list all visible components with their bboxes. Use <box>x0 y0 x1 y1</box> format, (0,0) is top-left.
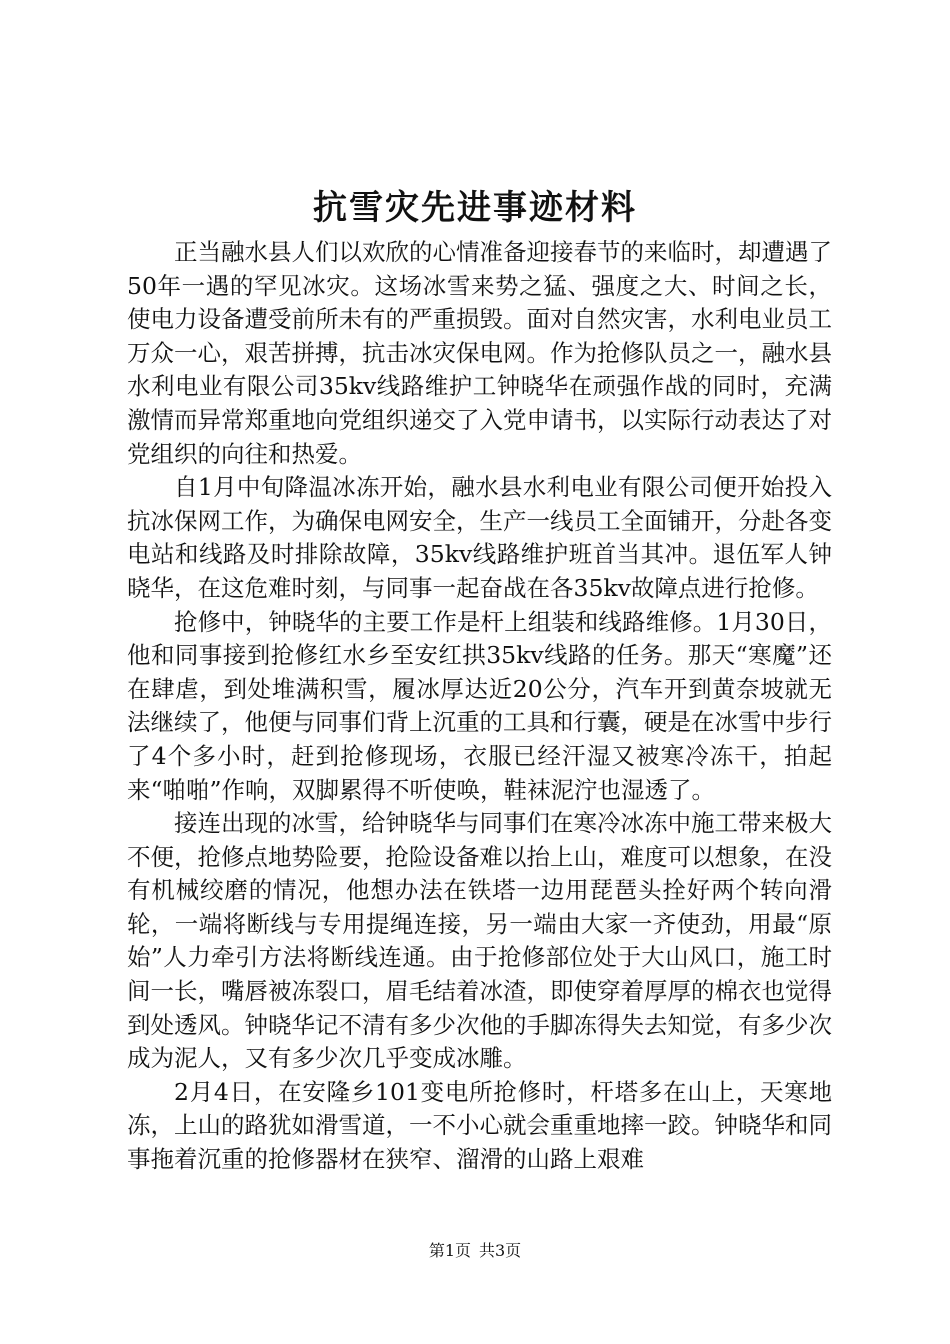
page-footer <box>0 1241 950 1261</box>
paragraph-1: 正当融水县人们以欢欣的心情准备迎接春节的来临时，却遭遇了50年一遇的罕见冰灾。这场冰雪来势之猛、强度之大、时间之长，使电力设备遭受前所未有的严重损毁。面对自然灾害，水利电业员工万众一心，艰苦拼搏，抗击冰灾保电网。作为抢修队员之一，融水县水利电业有限公司35kv线路维护工钟晓华在顽强作战的同时，充满激情而异常郑重地向党组织递交了入党申请书，以实际行动表达了对党组织的向往和热爱。 <box>127 238 832 468</box>
page-number: 第1页 <box>428 1241 471 1260</box>
paragraph-3: 抢修中，钟晓华的主要工作是杆上组装和线路维修。1月30日，他和同事接到抢修红水乡至安红拱35kv线路的任务。那天“寒魔”还在肆虐，到处堆满积雪，履冰厚达近20公分，汽车开到黄奈坡就无法继续了，他便与同事们背上沉重的工具和行囊，硬是在冰雪中步行了4个多小时，赶到抢修现场，衣服已经汗湿又被寒冷冻干，拍起来“啪啪”作响，双脚累得不听使唤，鞋袜泥泞也湿透了。 <box>127 607 832 804</box>
document-body <box>127 236 832 1177</box>
paragraph-4: 接连出现的冰雪，给钟晓华与同事们在寒冷冰冻中施工带来极大不便，抢修点地势险要，抢险设备难以抬上山，难度可以想象，在没有机械绞磨的情况，他想办法在铁塔一边用琵琶头拴好两个转向滑轮，一端将断线与专用提绳连接，另一端由大家一齐使劲，用最“原始”人力牵引方法将断线连通。由于抢修部位处于大山风口，施工时间一长，嘴唇被冻裂口，眉毛结着冰渣，即使穿着厚厚的棉衣也觉得到处透风。钟晓华记不清有多少次他的手脚冻得失去知觉，有多少次成为泥人，又有多少次几乎变成冰雕。 <box>127 809 832 1073</box>
paragraph-5: 2月4日，在安隆乡101变电所抢修时，杆塔多在山上，天寒地冻，上山的路犹如滑雪道，一不小心就会重重地摔一跤。钟晓华和同事拖着沉重的抢修器材在狭窄、溜滑的山路上艰难 <box>127 1077 832 1174</box>
document-title: 抗雪灾先进事迹材料 <box>313 188 637 228</box>
page-total: 共3页 <box>479 1241 522 1260</box>
paragraph-2: 自1月中旬降温冰冻开始，融水县水利电业有限公司便开始投入抗冰保网工作，为确保电网安全，生产一线员工全面铺开，分赴各变电站和线路及时排除故障，35kv线路维护班首当其冲。退伍军人钟晓华，在这危难时刻，与同事一起奋战在各35kv故障点进行抢修。 <box>127 473 832 602</box>
